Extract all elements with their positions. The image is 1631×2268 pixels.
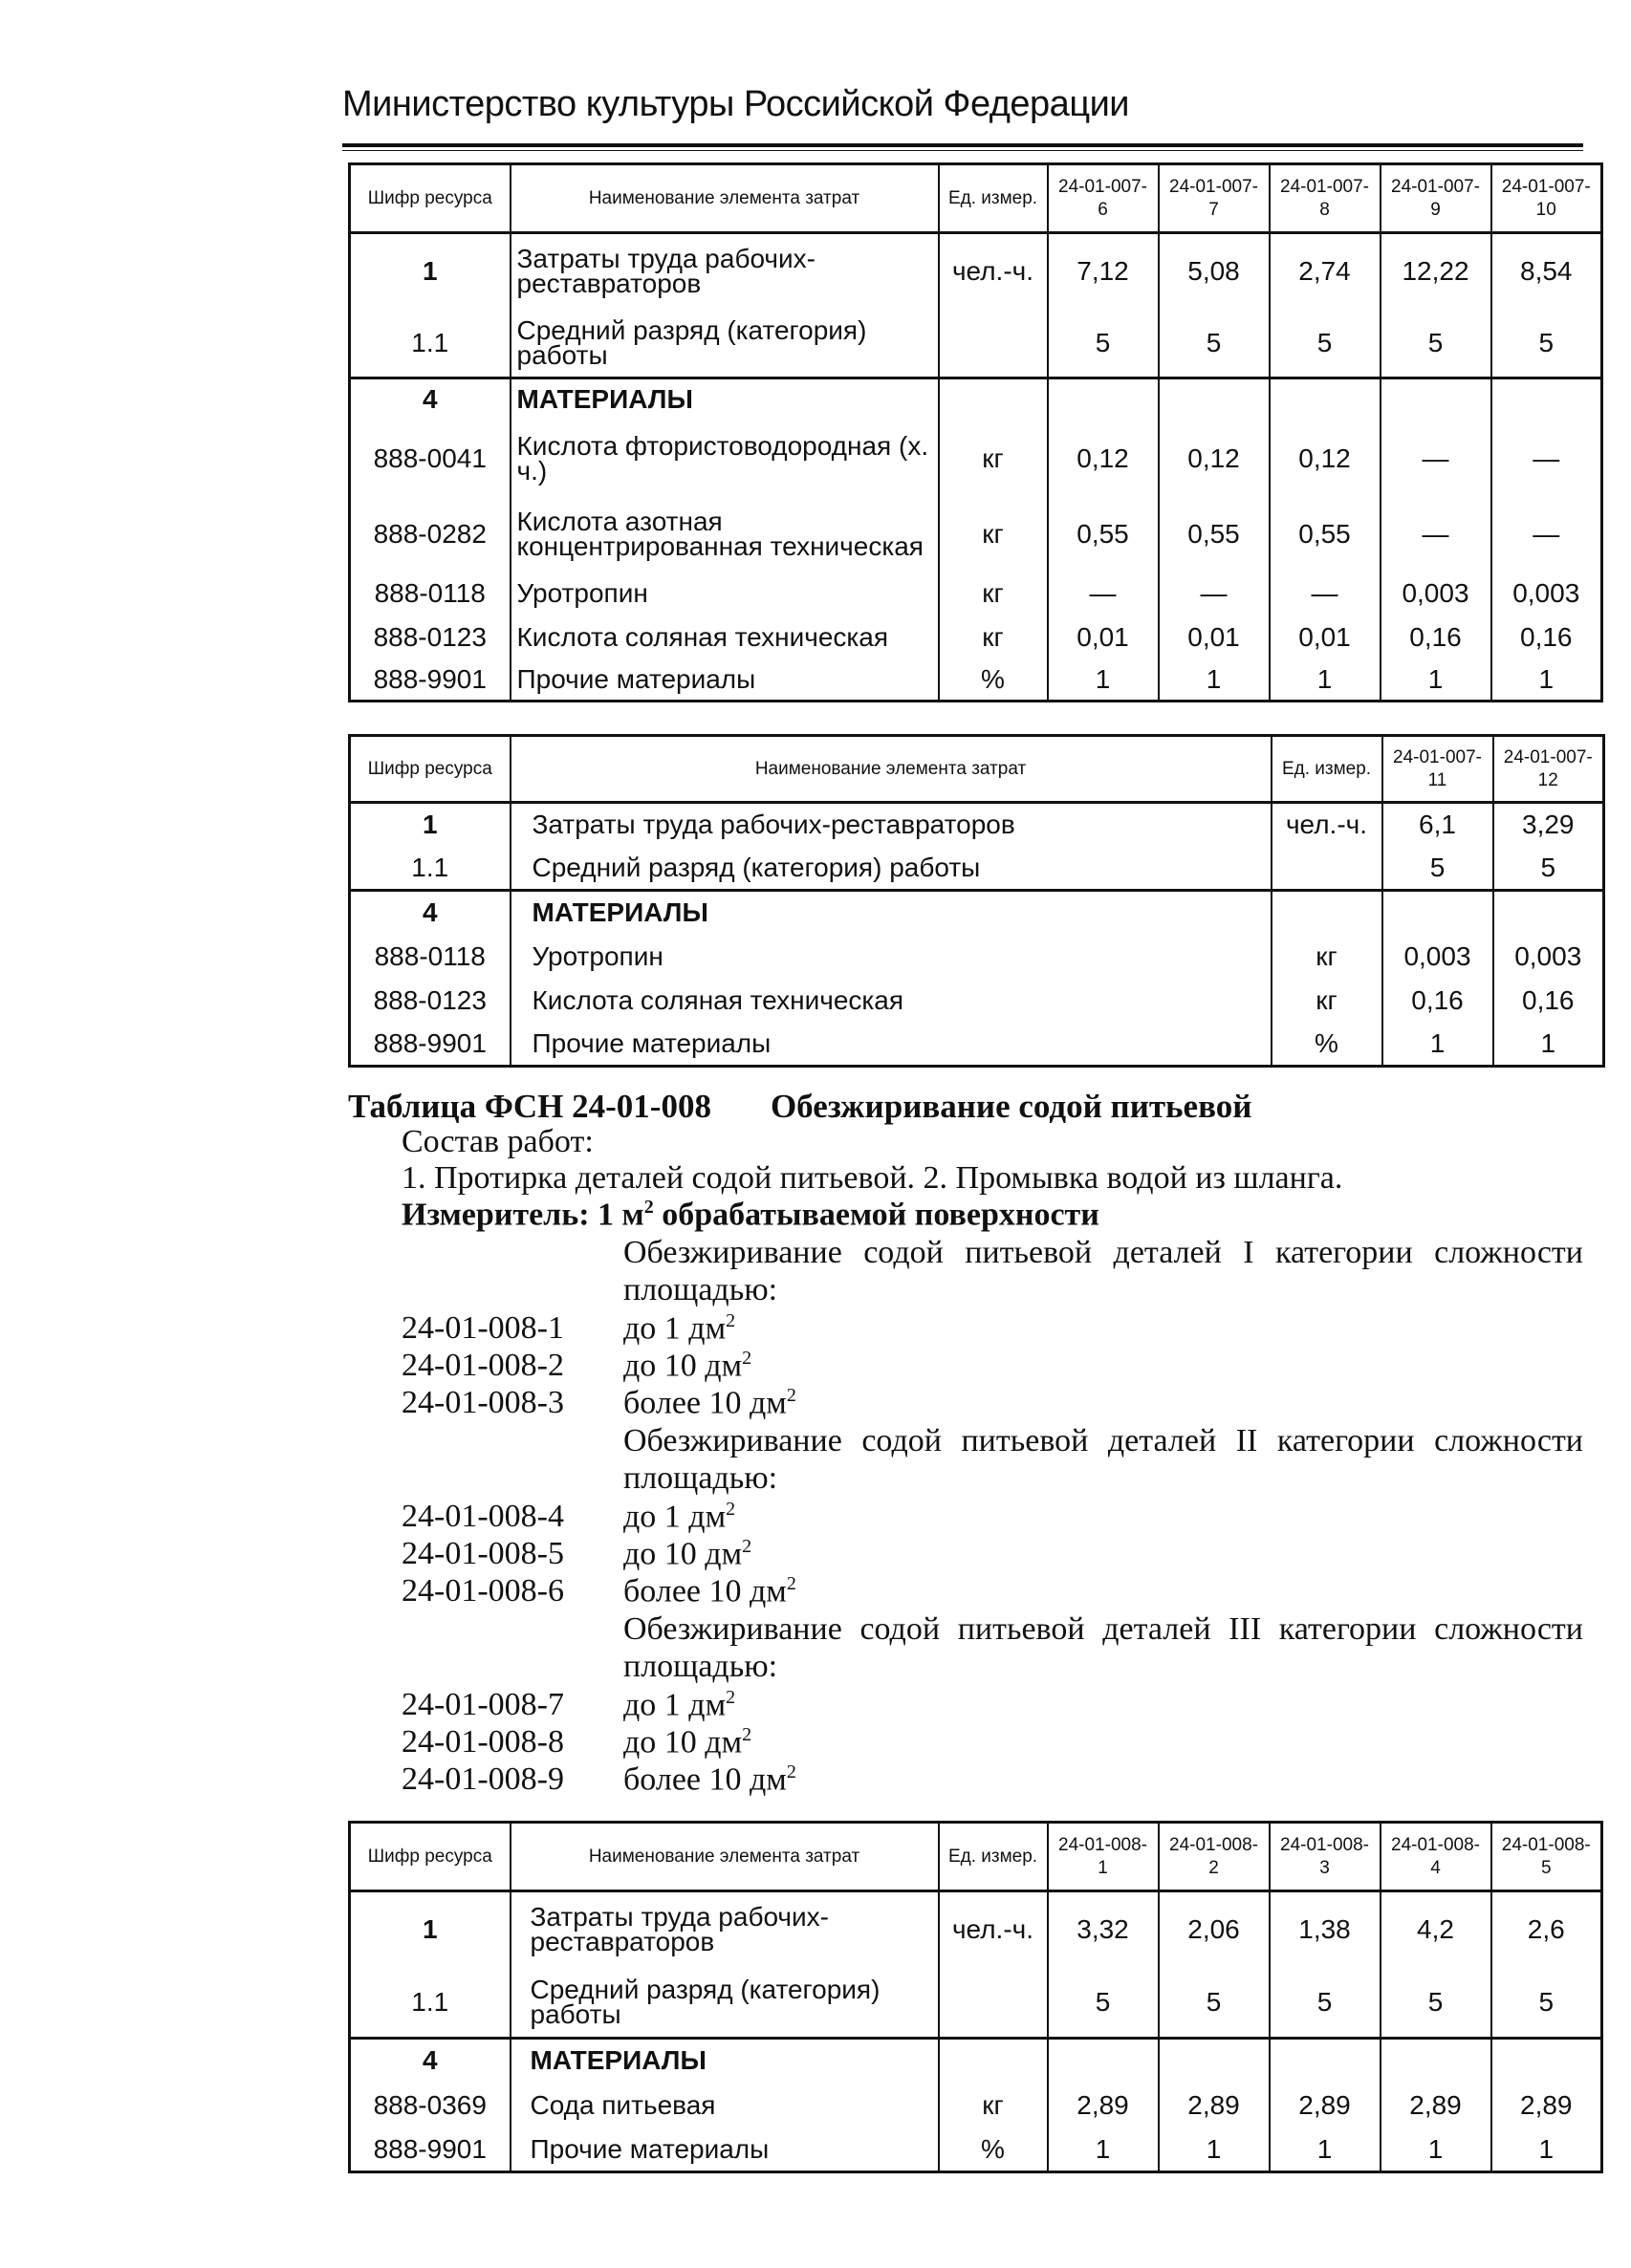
value-cell: 2,89 (1381, 2083, 1491, 2128)
value-cell: 7,12 (1048, 233, 1159, 310)
value-cell: 5 (1493, 847, 1604, 891)
code-cell: 1.1 (350, 847, 511, 891)
value-cell: 5 (1048, 310, 1159, 378)
table-row (350, 847, 1604, 891)
value-cell (1270, 2039, 1381, 2083)
header-cell: Шифр ресурса (350, 1823, 511, 1891)
value-cell: 5 (1159, 310, 1270, 378)
table-name: Обезжиривание содой питьевой (770, 1088, 1252, 1125)
value-cell: 1 (1159, 659, 1270, 702)
unit-cell: кг (939, 421, 1048, 497)
list-item (402, 1687, 735, 1723)
header-cell: 24-01-007-12 (1493, 736, 1604, 803)
code-cell: 888-9901 (350, 659, 511, 702)
list-item (402, 1310, 735, 1347)
name-cell: Кислота фтористоводородная (х. ч.) (511, 421, 939, 497)
group-description: Обезжиривание содой питьевой деталей I категории сложности площадью: (623, 1235, 1583, 1307)
value-cell: 5 (1381, 1968, 1491, 2039)
table-row (350, 2128, 1602, 2172)
table-row (350, 803, 1604, 847)
item-text: до 1 дм (623, 1687, 727, 1723)
work-composition-text: 1. Протирка деталей содой питьевой. 2. Промывка водой из шланга. (402, 1160, 1343, 1196)
header-cell: Ед. измер. (939, 164, 1048, 233)
code-cell: 888-0118 (350, 572, 511, 616)
header-cell: 24-01-007-9 (1381, 164, 1491, 233)
header-cell: 24-01-007-7 (1159, 164, 1270, 233)
list-item (402, 1385, 796, 1421)
unit-cell: кг (939, 2083, 1048, 2128)
table-row (350, 421, 1602, 497)
header-cell: 24-01-007-8 (1270, 164, 1381, 233)
code-cell: 1 (350, 803, 511, 847)
value-cell: 5 (1491, 310, 1602, 378)
unit-cell (1272, 847, 1382, 891)
value-cell: 1 (1382, 1023, 1493, 1067)
value-cell: 2,89 (1159, 2083, 1270, 2128)
name-cell: Затраты труда рабочих-реставраторов (511, 1891, 939, 1968)
unit-cell: % (939, 659, 1048, 702)
value-cell (1048, 378, 1159, 421)
table-row (350, 659, 1602, 702)
table-heading (348, 1088, 1591, 1126)
table-row (350, 891, 1604, 935)
value-cell: 0,12 (1048, 421, 1159, 497)
value-cell: 2,89 (1048, 2083, 1159, 2128)
header-cell: Наименование элемента затрат (511, 1823, 939, 1891)
value-cell: 0,003 (1382, 935, 1493, 979)
unit-cell: кг (939, 497, 1048, 572)
value-cell: 2,89 (1270, 2083, 1381, 2128)
name-cell: Сода питьевая (511, 2083, 939, 2128)
value-cell: 1 (1159, 2128, 1270, 2172)
item-code: 24-01-008-6 (402, 1573, 564, 1609)
item-sup: 2 (726, 1310, 736, 1331)
work-composition-label: Состав работ: (402, 1124, 594, 1159)
page-title: Министерство культуры Российской Федерации (342, 84, 1130, 124)
table-row (350, 233, 1602, 310)
name-cell: Прочие материалы (511, 1023, 1272, 1067)
value-cell: 0,16 (1493, 979, 1604, 1023)
unit-cell: чел.-ч. (1272, 803, 1382, 847)
group-description: Обезжиривание содой питьевой деталей III категории сложности площадью: (623, 1611, 1583, 1684)
item-code: 24-01-008-4 (402, 1499, 564, 1535)
value-cell: 8,54 (1491, 233, 1602, 310)
list-item (402, 1761, 796, 1798)
value-cell: — (1270, 572, 1381, 616)
unit-cell: чел.-ч. (939, 1891, 1048, 1968)
item-text: до 1 дм (623, 1310, 727, 1347)
value-cell: 1,38 (1270, 1891, 1381, 1968)
meter-sup: 2 (643, 1197, 654, 1218)
list-item (402, 1573, 796, 1609)
table-row (350, 1023, 1604, 1067)
value-cell: — (1381, 497, 1491, 572)
value-cell: 5 (1159, 1968, 1270, 2039)
value-cell: 2,06 (1159, 1891, 1270, 1968)
value-cell: 0,55 (1270, 497, 1381, 572)
name-cell: Кислота соляная техническая (511, 979, 1272, 1023)
unit-cell: % (939, 2128, 1048, 2172)
item-code: 24-01-008-5 (402, 1536, 564, 1572)
value-cell: 5 (1382, 847, 1493, 891)
item-code: 24-01-008-8 (402, 1724, 564, 1760)
value-cell: 0,55 (1048, 497, 1159, 572)
code-cell: 4 (350, 891, 511, 935)
name-cell: МАТЕРИАЛЫ (511, 891, 1272, 935)
item-code: 24-01-008-9 (402, 1761, 564, 1798)
header-cell: 24-01-007-11 (1382, 736, 1493, 803)
value-cell: 6,1 (1382, 803, 1493, 847)
item-sup: 2 (786, 1573, 796, 1594)
value-cell (1493, 891, 1604, 935)
value-cell: 5 (1270, 1968, 1381, 2039)
value-cell: 0,12 (1270, 421, 1381, 497)
table-code: Таблица ФСН 24-01-008 (348, 1088, 711, 1125)
value-cell: 1 (1493, 1023, 1604, 1067)
item-code: 24-01-008-7 (402, 1687, 564, 1723)
value-cell: — (1159, 572, 1270, 616)
code-cell: 888-0123 (350, 979, 511, 1023)
value-cell: 0,01 (1270, 616, 1381, 659)
value-cell: 1 (1048, 2128, 1159, 2172)
header-cell: 24-01-008-4 (1381, 1823, 1491, 1891)
value-cell (1159, 2039, 1270, 2083)
value-cell (1382, 891, 1493, 935)
value-cell: 5 (1048, 1968, 1159, 2039)
value-cell: 1 (1381, 2128, 1491, 2172)
item-sup: 2 (726, 1687, 736, 1708)
meter-prefix: Измеритель: 1 м (402, 1197, 644, 1233)
header-cell: 24-01-008-3 (1270, 1823, 1381, 1891)
list-item (402, 1536, 751, 1572)
value-cell: 5,08 (1159, 233, 1270, 310)
item-text: более 10 дм (623, 1385, 787, 1421)
unit-cell: кг (1272, 935, 1382, 979)
value-cell: — (1491, 497, 1602, 572)
table-row (350, 616, 1602, 659)
value-cell (1491, 2039, 1602, 2083)
table-row (350, 310, 1602, 378)
code-cell: 1 (350, 1891, 511, 1968)
item-text: до 10 дм (623, 1348, 743, 1384)
unit-cell (939, 1968, 1048, 2039)
header-cell: 24-01-007-10 (1491, 164, 1602, 233)
item-text: до 1 дм (623, 1499, 727, 1535)
name-cell: Затраты труда рабочих-реставраторов (511, 803, 1272, 847)
header-cell: Ед. измер. (1272, 736, 1382, 803)
value-cell: 5 (1381, 310, 1491, 378)
item-sup: 2 (742, 1536, 752, 1557)
header-cell: Ед. измер. (939, 1823, 1048, 1891)
item-code: 24-01-008-1 (402, 1310, 564, 1347)
item-text: до 10 дм (623, 1724, 743, 1760)
group-description: Обезжиривание содой питьевой деталей II категории сложности площадью: (623, 1423, 1583, 1496)
item-sup: 2 (742, 1724, 752, 1745)
header-cell: Наименование элемента затрат (511, 736, 1272, 803)
name-cell: Затраты труда рабочих-реставраторов (511, 233, 939, 310)
table-row (350, 935, 1604, 979)
value-cell: 5 (1491, 1968, 1602, 2039)
value-cell: 1 (1270, 2128, 1381, 2172)
code-cell: 4 (350, 2039, 511, 2083)
value-cell: 2,74 (1270, 233, 1381, 310)
meter-line (402, 1197, 1631, 1233)
table-row (350, 2083, 1602, 2128)
value-cell: 3,29 (1493, 803, 1604, 847)
name-cell: Кислота соляная техническая (511, 616, 939, 659)
code-cell: 888-0369 (350, 2083, 511, 2128)
value-cell: 0,16 (1382, 979, 1493, 1023)
unit-cell (939, 2039, 1048, 2083)
unit-cell: кг (939, 616, 1048, 659)
header-cell: Шифр ресурса (350, 164, 511, 233)
value-cell: 0,01 (1159, 616, 1270, 659)
name-cell: Уротропин (511, 935, 1272, 979)
value-cell: — (1491, 421, 1602, 497)
table-row (350, 1891, 1602, 1968)
item-text: более 10 дм (623, 1761, 787, 1798)
resource-table-007-6-10 (348, 162, 1603, 702)
item-code: 24-01-008-2 (402, 1348, 564, 1384)
value-cell: 1 (1381, 659, 1491, 702)
value-cell: — (1048, 572, 1159, 616)
unit-cell: чел.-ч. (939, 233, 1048, 310)
value-cell: 1 (1491, 659, 1602, 702)
item-text: до 10 дм (623, 1536, 743, 1572)
item-text: более 10 дм (623, 1573, 787, 1609)
item-sup: 2 (726, 1499, 736, 1520)
code-cell: 888-9901 (350, 1023, 511, 1067)
name-cell: Кислота азотная концентрированная техническая (511, 497, 939, 572)
value-cell: 5 (1270, 310, 1381, 378)
item-sup: 2 (786, 1761, 796, 1782)
value-cell: 0,16 (1381, 616, 1491, 659)
value-cell: 4,2 (1381, 1891, 1491, 1968)
header-rule (342, 143, 1583, 147)
resource-table-008-1-5 (348, 1821, 1603, 2173)
value-cell: 3,32 (1048, 1891, 1159, 1968)
resource-table-007-11-12 (348, 734, 1605, 1068)
value-cell: 1 (1270, 659, 1381, 702)
table-row (350, 497, 1602, 572)
value-cell: 0,003 (1491, 572, 1602, 616)
item-code: 24-01-008-3 (402, 1385, 564, 1421)
header-cell: 24-01-008-2 (1159, 1823, 1270, 1891)
table-row (350, 1968, 1602, 2039)
code-cell: 4 (350, 378, 511, 421)
list-item (402, 1724, 751, 1760)
unit-cell (1272, 891, 1382, 935)
table-row (350, 378, 1602, 421)
header-rule-thin (342, 150, 1583, 151)
item-sup: 2 (742, 1348, 752, 1369)
name-cell: Прочие материалы (511, 659, 939, 702)
value-cell: 0,003 (1493, 935, 1604, 979)
value-cell: 0,003 (1381, 572, 1491, 616)
code-cell: 1 (350, 233, 511, 310)
code-cell: 888-0123 (350, 616, 511, 659)
value-cell (1381, 2039, 1491, 2083)
header-cell: 24-01-008-1 (1048, 1823, 1159, 1891)
list-item (402, 1348, 751, 1384)
value-cell: 0,01 (1048, 616, 1159, 659)
value-cell: 12,22 (1381, 233, 1491, 310)
unit-cell: кг (1272, 979, 1382, 1023)
value-cell: — (1381, 421, 1491, 497)
header-cell: Наименование элемента затрат (511, 164, 939, 233)
value-cell: 2,6 (1491, 1891, 1602, 1968)
header-cell: 24-01-007-6 (1048, 164, 1159, 233)
value-cell: 2,89 (1491, 2083, 1602, 2128)
value-cell (1381, 378, 1491, 421)
table-row (350, 979, 1604, 1023)
name-cell: Уротропин (511, 572, 939, 616)
unit-cell (939, 310, 1048, 378)
value-cell (1270, 378, 1381, 421)
table-row (350, 2039, 1602, 2083)
value-cell (1159, 378, 1270, 421)
unit-cell (939, 378, 1048, 421)
name-cell: Средний разряд (категория) работы (511, 1968, 939, 2039)
name-cell: Средний разряд (категория) работы (511, 310, 939, 378)
name-cell: МАТЕРИАЛЫ (511, 378, 939, 421)
header-cell: 24-01-008-5 (1491, 1823, 1602, 1891)
value-cell: 0,12 (1159, 421, 1270, 497)
unit-cell: кг (939, 572, 1048, 616)
list-item (402, 1499, 735, 1535)
value-cell (1491, 378, 1602, 421)
name-cell: МАТЕРИАЛЫ (511, 2039, 939, 2083)
code-cell: 888-0041 (350, 421, 511, 497)
code-cell: 1.1 (350, 1968, 511, 2039)
table-row (350, 572, 1602, 616)
code-cell: 888-0118 (350, 935, 511, 979)
header-cell: Шифр ресурса (350, 736, 511, 803)
name-cell: Средний разряд (категория) работы (511, 847, 1272, 891)
value-cell: 0,16 (1491, 616, 1602, 659)
value-cell: 1 (1048, 659, 1159, 702)
name-cell: Прочие материалы (511, 2128, 939, 2172)
code-cell: 888-9901 (350, 2128, 511, 2172)
value-cell (1048, 2039, 1159, 2083)
unit-cell: % (1272, 1023, 1382, 1067)
value-cell: 0,55 (1159, 497, 1270, 572)
value-cell: 1 (1491, 2128, 1602, 2172)
code-cell: 1.1 (350, 310, 511, 378)
meter-suffix: обрабатываемой поверхности (653, 1197, 1099, 1233)
code-cell: 888-0282 (350, 497, 511, 572)
item-sup: 2 (786, 1385, 796, 1406)
